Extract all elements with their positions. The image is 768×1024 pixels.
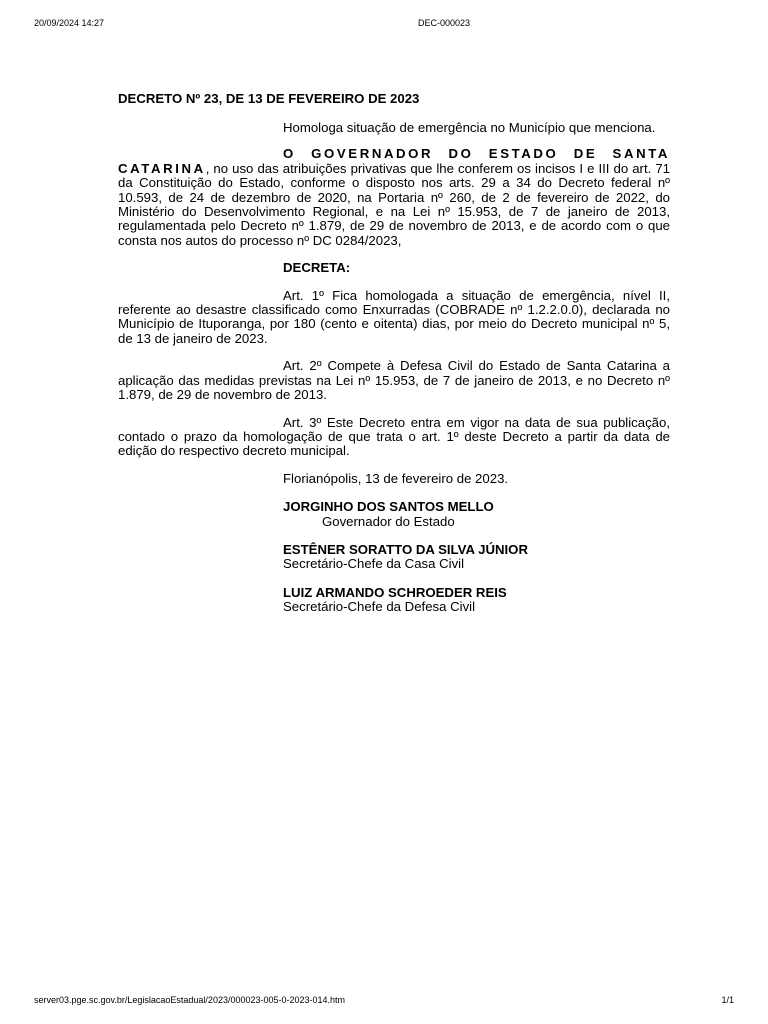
signatory-name: LUIZ ARMANDO SCHROEDER REIS [283,584,507,600]
decreta-heading: DECRETA: [283,260,351,276]
article-2: Art. 2º Compete à Defesa Civil do Estado de Santa Catarina a aplicação das medidas previstas na Lei nº 15.953, de 7 de janeiro de 2013, e no Decreto nº 1.879, de 29 de novembro de 2013. [118,358,670,403]
signatory-role: Secretário-Chefe da Defesa Civil [283,599,476,615]
signature-casa-civil [283,543,670,572]
print-doc-code: DEC-000023 [417,18,471,28]
preamble-text: , no uso das atribuições privativas que lhe conferem os incisos I e III do art. 71 da Constituição do Estado, conforme o disposto nos arts. 29 a 34 do Decreto federal nº 10.593, de 24 de dezembro de 2020, na Portaria nº 260, de 2 de fevereiro de 2022, do Ministério do Desenvolvimento Regional, e na Lei nº 15.953, de 7 de janeiro de 2013, regulamentada pelo Decreto nº 1.879, de 29 de novembro de 2013, e de acordo com o que consta nos autos do processo nº DC 0284/2023, [118,160,670,248]
article-3: Art. 3º Este Decreto entra em vigor na data de sua publicação, contado o prazo da homologação de que trata o art. 1º deste Decreto a partir da data de edição do respectivo decreto municipal. [118,414,670,459]
signature-governor [283,500,670,529]
decree-preamble [118,147,670,248]
preamble-lead: O GOVERNADOR DO ESTADO DE SANTA CATARINA [118,146,670,176]
signatory-name: JORGINHO DOS SANTOS MELLO [283,499,494,515]
decree-ementa: Homologa situação de emergência no Município que menciona. [283,120,656,135]
signatory-role: Secretário-Chefe da Casa Civil [283,556,465,572]
print-source-url: server03.pge.sc.gov.br/LegislacaoEstadual/2023/000023-005-0-2023-014.htm [34,995,346,1005]
signature-defesa-civil [283,586,670,615]
signatory-name: ESTÊNER SORATTO DA SILVA JÚNIOR [283,541,528,557]
print-page-indicator: 1/1 [721,995,734,1005]
signatory-role: Governador do Estado [322,513,455,529]
decree-title: DECRETO Nº 23, DE 13 DE FEVEREIRO DE 2023 [118,91,420,106]
print-datetime: 20/09/2024 14:27 [34,18,105,28]
decree-document [118,92,670,615]
place-date: Florianópolis, 13 de fevereiro de 2023. [283,470,509,486]
article-1: Art. 1º Fica homologada a situação de emergência, nível II, referente ao desastre classificado como Enxurradas (COBRADE nº 1.2.2.0.0), declarada no Município de Ituporanga, por 180 (cento e oitenta) dias, por meio do Decreto municipal nº 5, de 13 de janeiro de 2023. [118,287,670,346]
